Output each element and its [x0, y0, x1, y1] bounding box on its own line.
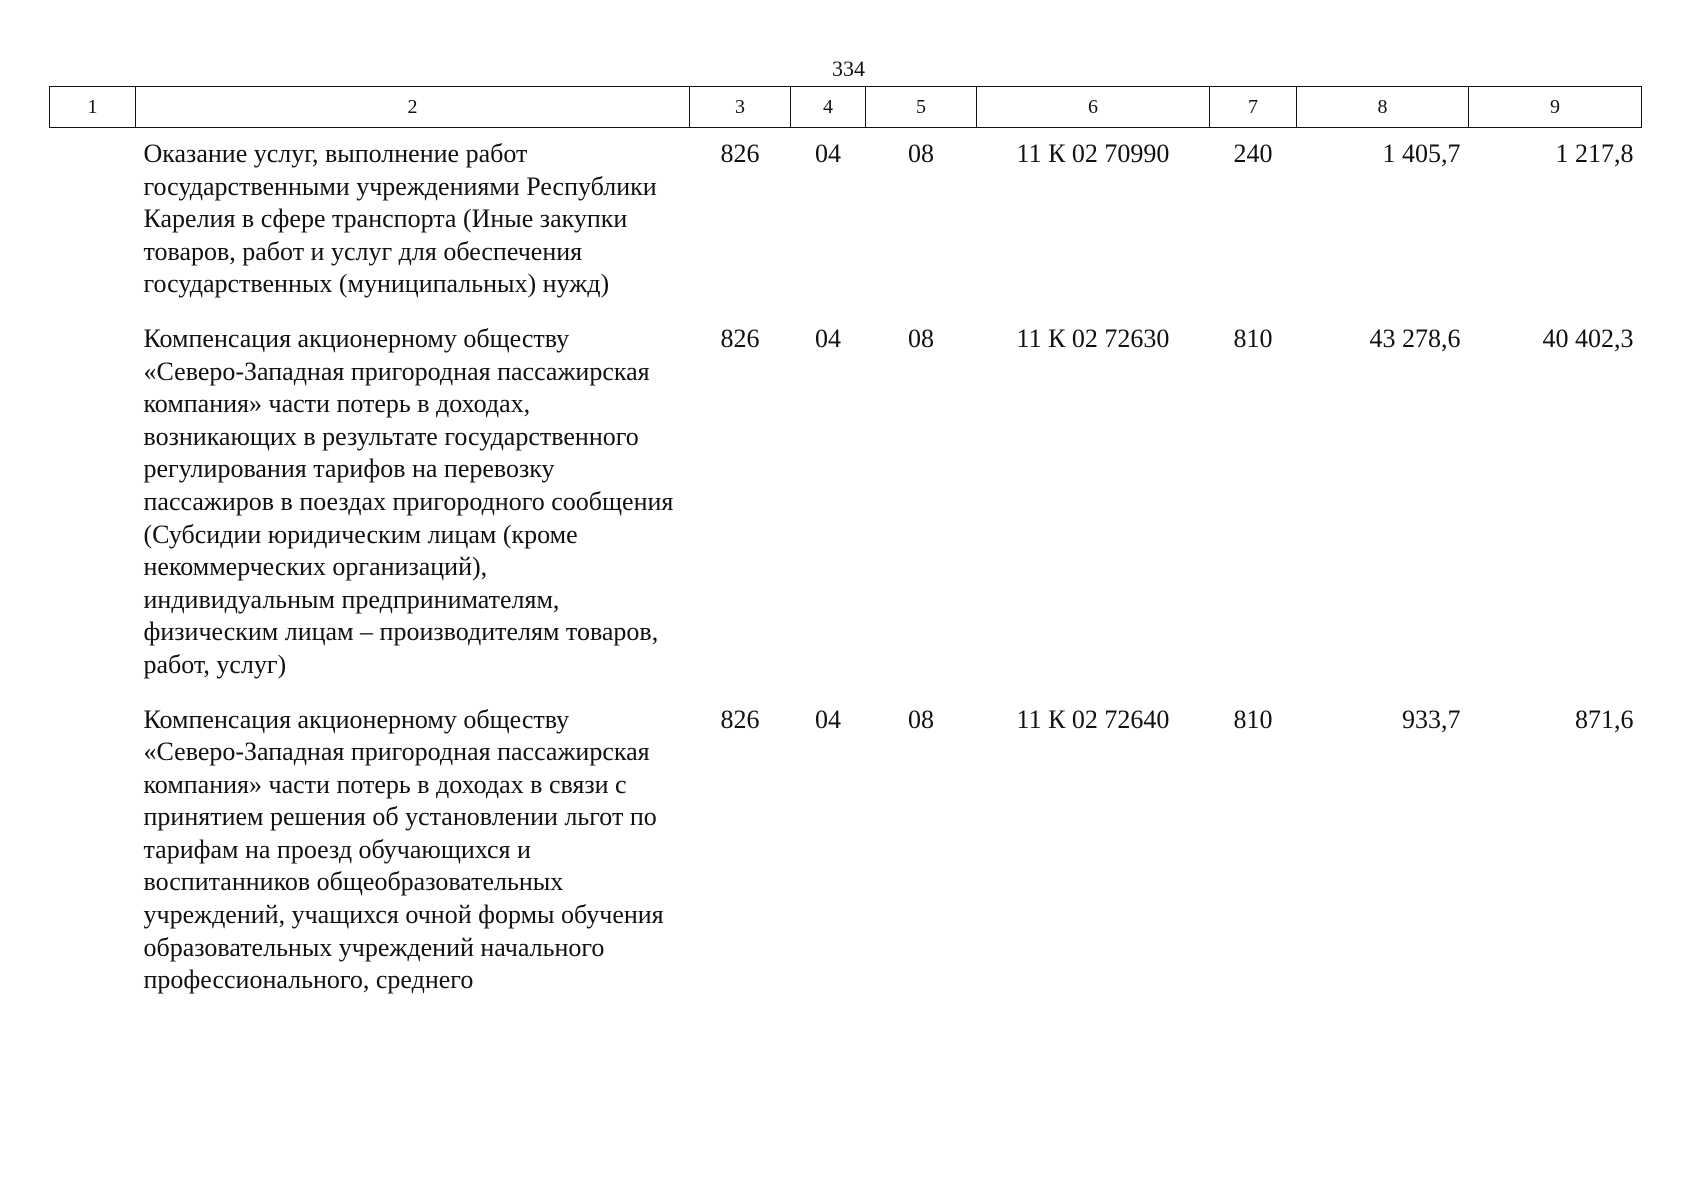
cell-col-1 — [50, 313, 136, 694]
cell-amount-col-8: 43 278,6 — [1369, 323, 1461, 353]
cell-ministry-code: 826 — [720, 323, 760, 353]
cell-target-article: 11 К 02 72640 — [1016, 704, 1170, 734]
cell-ministry-code: 826 — [720, 139, 760, 168]
cell-expense-type: 810 — [1233, 323, 1273, 353]
budget-table-container — [49, 86, 1641, 1009]
cell-subsection-code: 08 — [908, 704, 934, 734]
cell-amount-col-9: 40 402,3 — [1542, 323, 1634, 353]
header-col-9: 9 — [1469, 87, 1642, 128]
cell-target-article: 11 К 02 70990 — [1016, 139, 1170, 168]
cell-amount-col-9: 871,6 — [1575, 704, 1634, 734]
cell-ministry-code: 826 — [720, 704, 760, 734]
header-col-6: 6 — [977, 87, 1210, 128]
cell-amount-col-9: 1 217,8 — [1555, 139, 1634, 168]
page-number: 334 — [832, 56, 865, 81]
cell-amount-col-8: 1 405,7 — [1382, 139, 1461, 168]
cell-section-code: 04 — [815, 323, 841, 353]
table-body — [50, 128, 1642, 1009]
header-row — [50, 87, 1642, 128]
header-col-4: 4 — [791, 87, 866, 128]
cell-description: Компенсация акционерному обществу «Северо-Западная пригородная пассажирская компания» части потерь в доходах, возникающих в результате государственного регулирования тарифов на перевозку пассажиров в поездах пригородного сообщения (Субсидии юридическим лицам (кроме некоммерческих организаций), индивидуальным предпринимателям, физическим лицам – производителям товаров, работ, услуг) — [143, 323, 674, 679]
header-col-3: 3 — [690, 87, 791, 128]
cell-subsection-code: 08 — [908, 323, 934, 353]
cell-expense-type: 810 — [1233, 704, 1273, 734]
header-col-2: 2 — [136, 87, 690, 128]
table-row — [50, 128, 1642, 313]
table-header — [50, 87, 1642, 128]
table-row — [50, 694, 1642, 1009]
cell-description: Компенсация акционерному обществу «Северо-Западная пригородная пассажирская компания» части потерь в доходах в связи с принятием решения об установлении льгот по тарифам на проезд обучающихся и воспитанников общеобразовательных учреждений, учащихся очной формы обучения образовательных учреждений начального профессионального, среднего — [143, 704, 664, 995]
cell-section-code: 04 — [815, 704, 841, 734]
cell-section-code: 04 — [815, 139, 841, 168]
cell-description: Оказание услуг, выполнение работ государственными учреждениями Республики Карелия в сфере транспорта (Иные закупки товаров, работ и услуг для обеспечения государственных (муниципальных) нужд) — [143, 139, 657, 299]
cell-expense-type: 240 — [1233, 139, 1273, 168]
cell-col-1 — [50, 694, 136, 1009]
header-col-5: 5 — [866, 87, 977, 128]
header-col-8: 8 — [1297, 87, 1469, 128]
cell-target-article: 11 К 02 72630 — [1016, 323, 1170, 353]
cell-subsection-code: 08 — [908, 139, 934, 168]
header-col-1: 1 — [50, 87, 136, 128]
header-col-7: 7 — [1210, 87, 1297, 128]
cell-amount-col-8: 933,7 — [1402, 704, 1461, 734]
table-row — [50, 313, 1642, 694]
cell-col-1 — [50, 128, 136, 313]
budget-table — [49, 86, 1642, 1009]
